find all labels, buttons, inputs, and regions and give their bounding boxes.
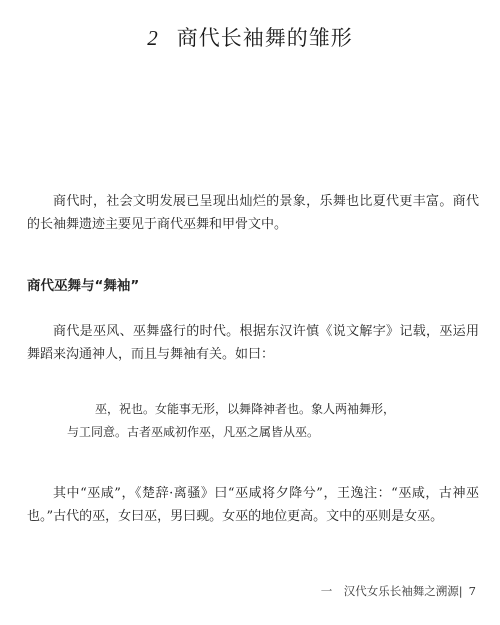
quote-line: 巫，祝也。女能事无形，以舞降神者也。象人两袖舞形，	[95, 402, 396, 416]
page-footer	[321, 583, 476, 599]
page-number: 7	[468, 584, 476, 598]
section-heading: 商代巫舞与“舞袖”	[27, 278, 140, 294]
chapter-title-text: 商代长袖舞的雏形	[176, 26, 353, 50]
chapter-number: 2	[147, 26, 159, 50]
paragraph-intro: 商代时，社会文明发展已呈现出灿烂的景象，乐舞也比夏代更丰富。商代的长袖舞遗迹主要见于商代巫舞和甲骨文中。	[27, 194, 479, 232]
chapter-title	[0, 22, 500, 52]
paragraph-wu-xian: 其中“巫咸”，《楚辞·离骚》曰“巫咸将夕降兮”，王逸注：“巫咸，古神巫也。”古代的巫，女曰巫，男曰觋。女巫的地位更高。文中的巫则是女巫。	[27, 486, 479, 524]
paragraph-wu-dance: 商代是巫风、巫舞盛行的时代。根据东汉许慎《说文解字》记载，巫运用舞蹈来沟通神人，而且与舞袖有关。如曰：	[27, 324, 479, 362]
footer-separator: |	[458, 584, 463, 598]
block-quote	[67, 398, 467, 444]
quote-line: 与工同意。古者巫咸初作巫，凡巫之属皆从巫。	[67, 425, 320, 439]
running-footer-title: 一 汉代女乐长袖舞之溯源	[320, 584, 459, 598]
